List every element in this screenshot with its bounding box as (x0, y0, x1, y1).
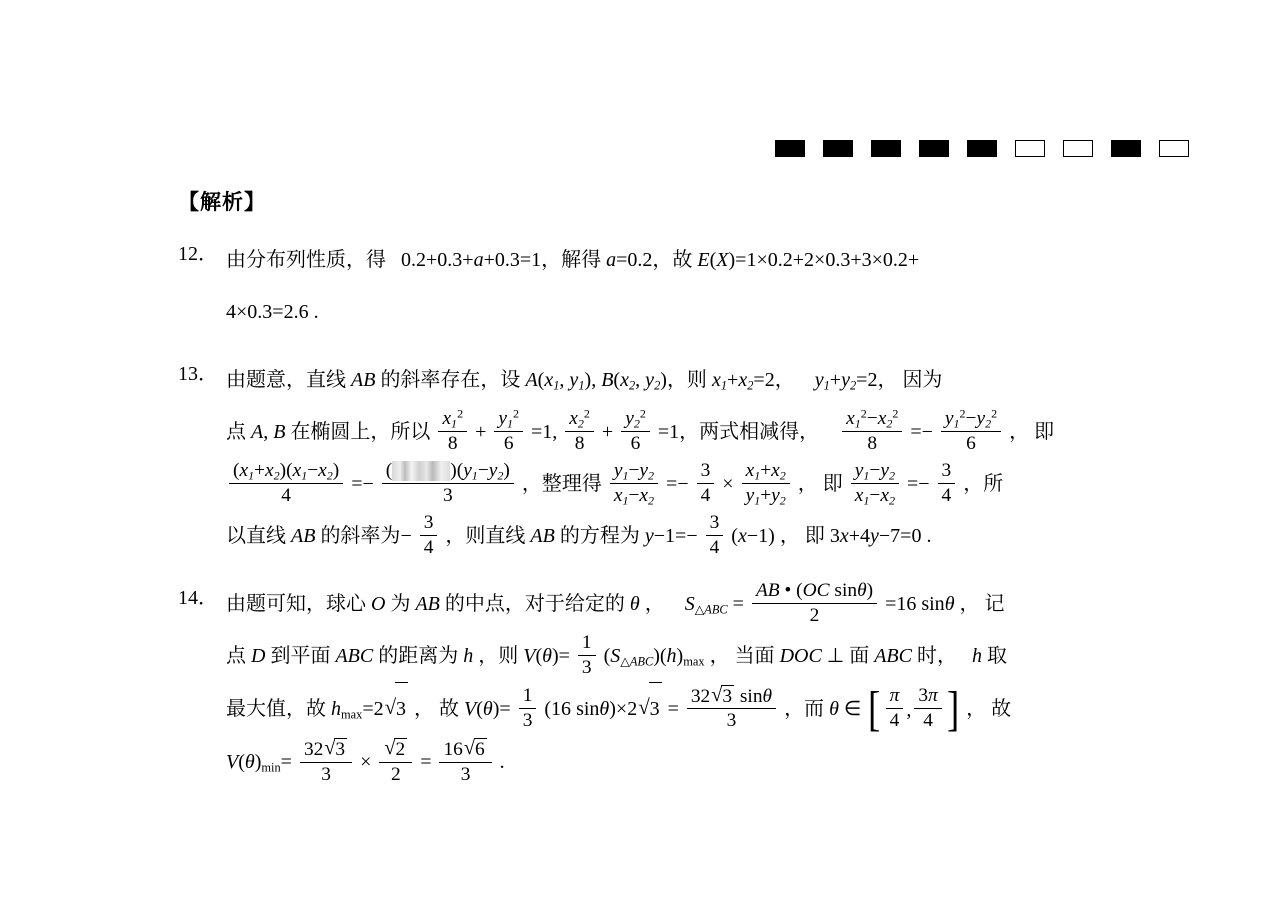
marker-2 (823, 140, 853, 157)
marker-9 (1159, 140, 1189, 157)
item-number-14: 14． (178, 587, 218, 609)
marker-7 (1063, 140, 1093, 157)
marker-4 (919, 140, 949, 157)
marker-1 (775, 140, 805, 157)
marker-6 (1015, 140, 1045, 157)
marker-5 (967, 140, 997, 157)
solution-item-14 (178, 578, 1108, 788)
document-body (178, 186, 1108, 804)
item-body-13: 由题意，直线 AB 的斜率存在，设 $A(x_1$, $y_1$), $B(x_2$, $y_2$)，则 $x_1+x_2=2$， $y_1+y_2=2$， 因为 点 A, B 在椭圆上，所以 $\frac{x_1^2}{8}$ + $\frac{y_1^2}{6}$ =1, $\frac{x_2^2}{8}$ + $\frac{y_2^2}{6}$ =1，两式相减得， $\frac{x_1^2-x_2^2}{8}$ =− $\frac{y_1^2-y_2^2}{6}$ ， 即 $\frac{(x_1+x_2)(x_1-x_2)}{4}$ =− $\frac{( )(y_1-y_2)}{3}$ ，整理得 $\frac{y_1-y_2}{x_1-x_2}$ =− $\frac{3}{4}$ × $\frac{x_1+x_2}{y_1+y_2}$ ， 即 $\frac{y_1-y_2}{x_1-x_2}$ =− $\frac{3}{4}$ ，所 以直线 AB 的斜率为− $\frac{3}{4}$ ，则直线 AB 的方程为 y−1=− $\frac{3}{4}$ (x−1) ， 即 3x+4y−7=0 . (226, 369, 1055, 558)
item-number-13: 13． (178, 363, 218, 385)
analysis-heading: 【解析】 (178, 190, 266, 214)
item-number-12: 12． (178, 243, 218, 265)
marker-3 (871, 140, 901, 157)
obscured-text-smudge (392, 461, 450, 481)
marker-8 (1111, 140, 1141, 157)
solution-item-12 (178, 234, 1108, 338)
page-marker-bar (775, 140, 1189, 157)
item-body-14: 由题可知，球心 O 为 AB 的中点，对于给定的 θ ， $S_{\triangle ABC}$ = $\frac{\text{AB • (OC sinθ)}}{2}$ =16 sinθ ， 记 点 D 到平面 ABC 的距离为 h ，则 V(θ)= $\frac{1}{3}$ $(S_{\triangle ABC})(h)_{max}$ ， 当面 DOC ⊥ 面 ABC 时， h 取 最大值，故 $h_{max}=2$ √ 3 ， 故 V(θ)= $\frac{1}{3}$ (16 sinθ)×2 √ 3 = $\frac{32 √ 3 \sin\theta}{3}$ ，而 θ ∈ [ $\frac{\pi}{4}$ , $\frac{3\pi}{4}$ ] ， 故 $V(\theta)_{min}=$ $\frac{32 √ 3}{3}$ × √ $\frac{2}{2}$ = $\frac{16 √ 6}{3}$ . (226, 578, 1108, 788)
solution-item-13 (178, 354, 1108, 562)
item-body-12: 由分布列性质，得 0.2+0.3+a+0.3=1，解得 a=0.2，故 E(X)=1×0.2+2×0.3+3×0.2+ 4×0.3=2.6 . (226, 249, 920, 323)
